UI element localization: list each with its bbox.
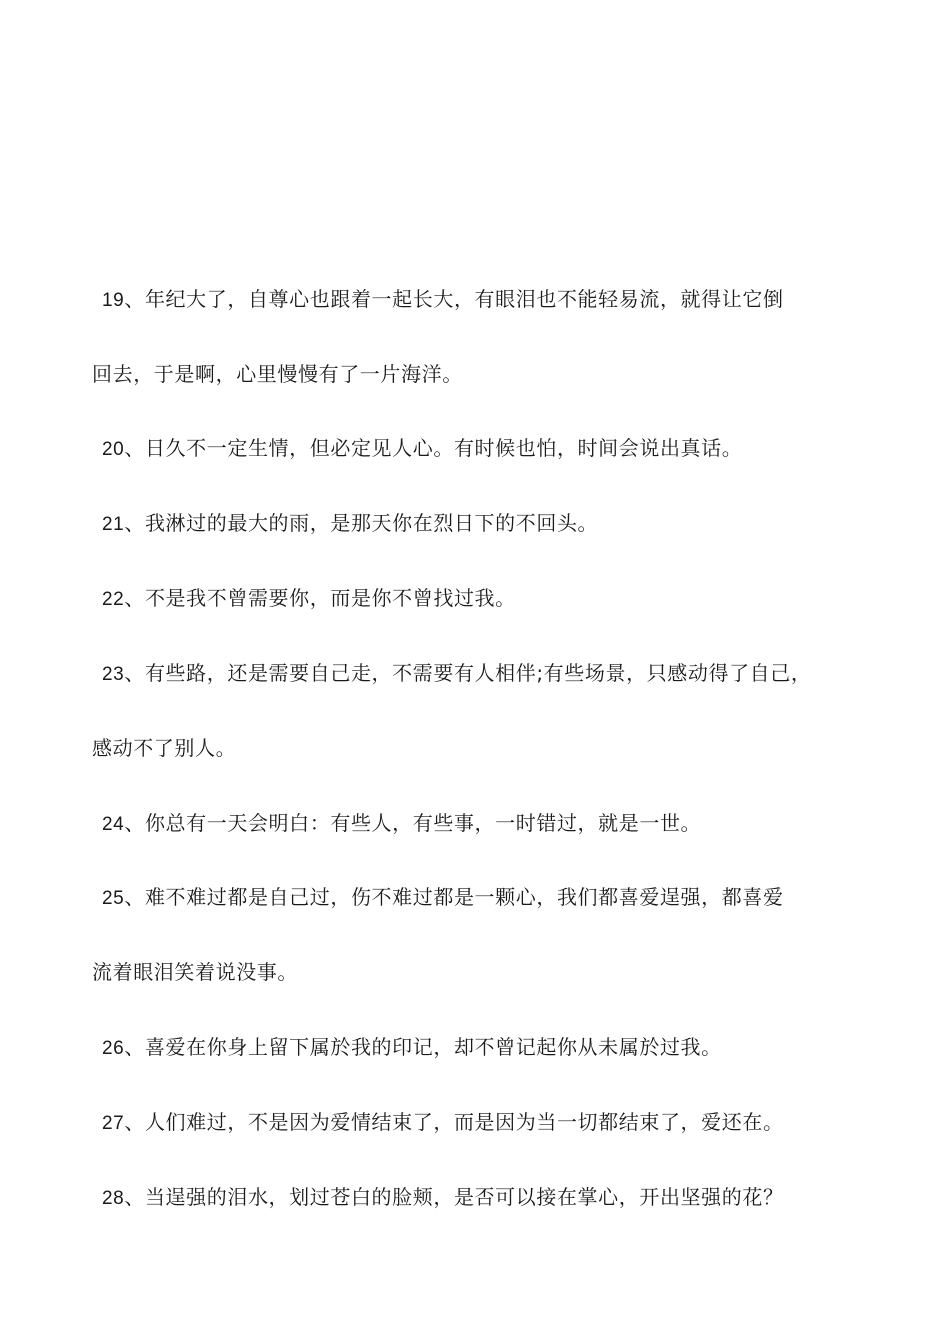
paragraph-27 — [92, 1108, 882, 1138]
paragraph-text: 、难不难过都是自己过，伤不难过都是一颗心，我们都喜爱逞强，都喜爱 — [124, 885, 784, 909]
paragraph-text: 、人们难过，不是因为爱情结束了，而是因为当一切都结束了，爱还在。 — [124, 1110, 784, 1134]
paragraph-19-line-1 — [92, 285, 882, 315]
item-number: 27 — [102, 1113, 125, 1134]
paragraph-text: 、年纪大了，自尊心也跟着一起长大，有眼泪也不能轻易流，就得让它倒 — [124, 287, 784, 311]
item-number: 26 — [102, 1038, 125, 1059]
item-number: 21 — [102, 514, 125, 535]
paragraph-25-line-1 — [92, 883, 882, 913]
item-number: 23 — [102, 664, 125, 685]
paragraph-text: 流着眼泪笑着说没事。 — [92, 960, 298, 984]
paragraph-text: 、我淋过的最大的雨，是那天你在烈日下的不回头。 — [124, 511, 599, 535]
paragraph-21 — [92, 509, 882, 539]
paragraph-text: 、不是我不曾需要你，而是你不曾找过我。 — [124, 586, 516, 610]
paragraph-28 — [92, 1183, 882, 1213]
paragraph-23-line-1 — [92, 659, 882, 689]
item-number: 24 — [102, 814, 125, 835]
paragraph-text: 、有些路，还是需要自己走，不需要有人相伴;有些场景，只感动得了自己， — [124, 661, 812, 685]
paragraph-22 — [92, 584, 882, 614]
paragraph-20 — [92, 434, 882, 464]
item-number: 28 — [102, 1188, 125, 1209]
item-number: 20 — [102, 439, 125, 460]
paragraph-text: 感动不了别人。 — [92, 736, 237, 760]
paragraph-26 — [92, 1033, 882, 1063]
paragraph-text: 、喜爱在你身上留下属於我的印记，却不曾记起你从未属於过我。 — [124, 1035, 722, 1059]
item-number: 22 — [102, 589, 125, 610]
paragraph-19-line-2 — [92, 360, 882, 388]
paragraph-24 — [92, 809, 882, 839]
paragraph-25-line-2 — [92, 958, 882, 986]
item-number: 19 — [102, 290, 125, 311]
paragraph-text: 、你总有一天会明白：有些人，有些事，一时错过，就是一世。 — [124, 811, 702, 835]
paragraph-23-line-2 — [92, 734, 882, 762]
paragraph-text: 回去，于是啊，心里慢慢有了一片海洋。 — [92, 362, 463, 386]
paragraph-text: 、日久不一定生情，但必定见人心。有时候也怕，时间会说出真话。 — [124, 436, 743, 460]
item-number: 25 — [102, 888, 125, 909]
paragraph-text: 、当逞强的泪水，划过苍白的脸颊，是否可以接在掌心，开出坚强的花？ — [124, 1185, 784, 1209]
